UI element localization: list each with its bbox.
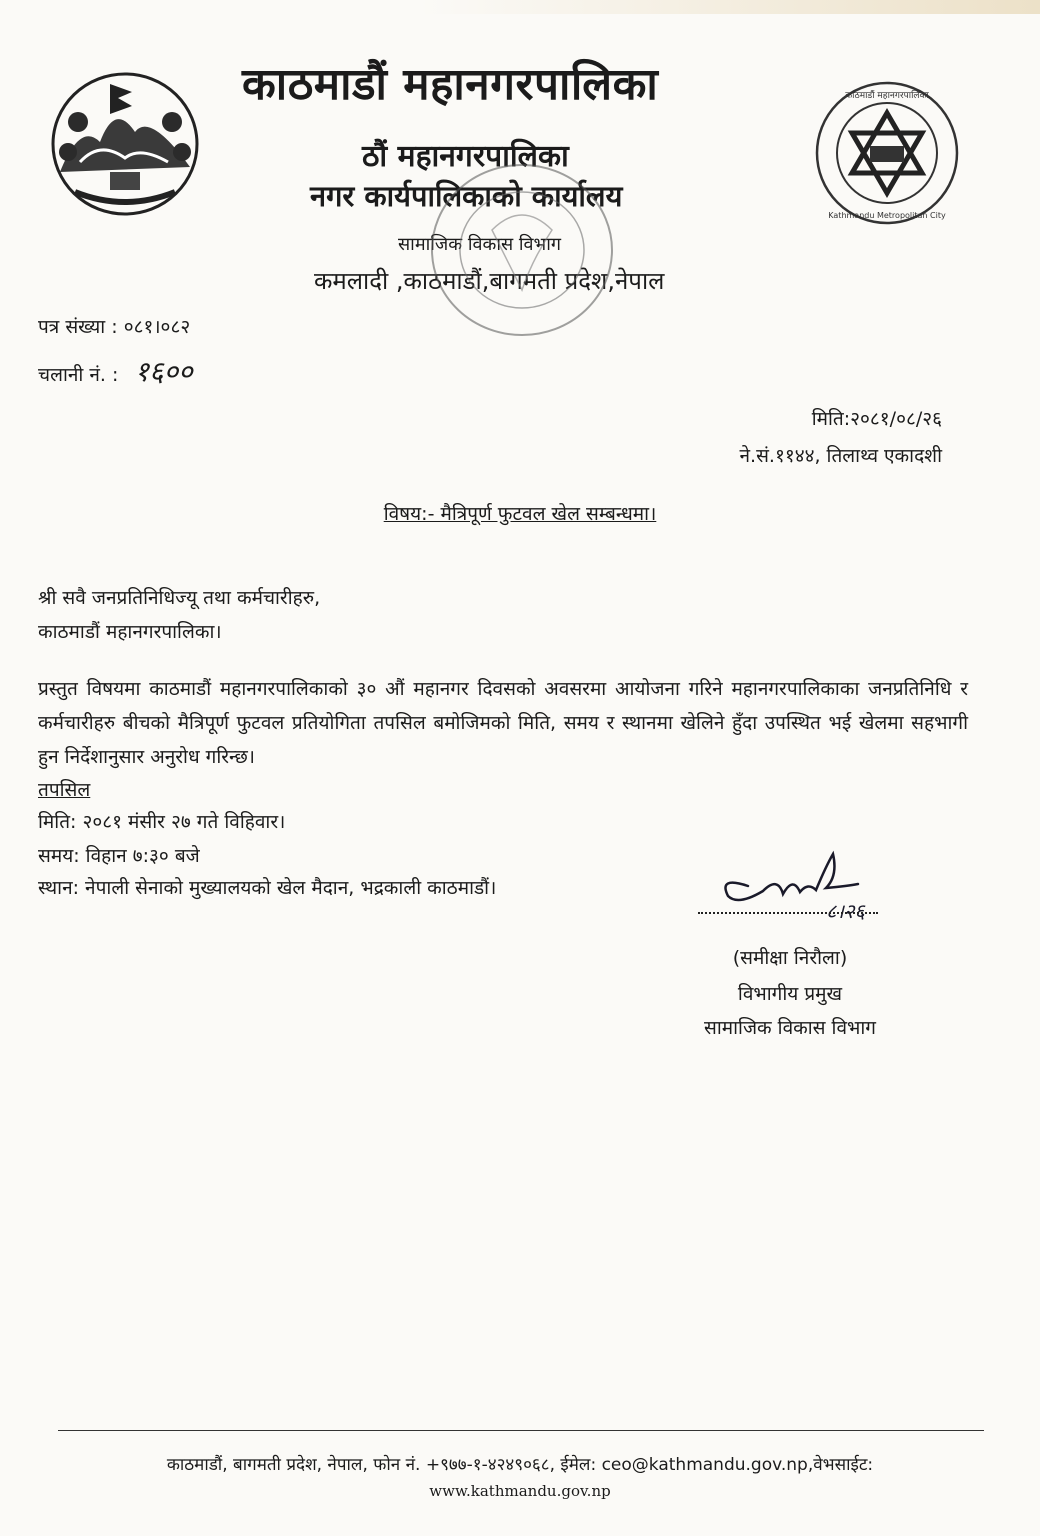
signature-date: ८।२६ [826, 899, 865, 923]
footer-divider [58, 1430, 984, 1431]
signatory-designation: विभागीय प्रमुख [737, 983, 843, 1005]
date-bs: मिति:२०८१/०८/२६ [811, 408, 942, 430]
chalani-value: १६०० [134, 355, 193, 388]
chalani-number [38, 352, 193, 390]
body-paragraph: प्रस्तुत विषयमा काठमाडौं महानगरपालिकाको ३० औं महानगर दिवसको अवसरमा आयोजना गरिने महानगरपालिकाका जनप्रतिनिधि र कर्मचारीहरु बीचको मैत्रिपूर्ण फुटवल प्रतियोगिता तपसिल बमोजिमको मिति, समय र स्थानमा खेलिने हुँदा उपस्थित भई खेलमा सहभागी हुन निर्देशानुसार अनुरोध गरिन्छ। [38, 678, 968, 768]
details-date: मिति: २०८१ मंसीर २७ गते विहिवार। [38, 811, 286, 833]
details-heading: तपसिल [38, 779, 91, 801]
subject-line [0, 500, 1040, 526]
letterhead-department: सामाजिक विकास विभाग [398, 234, 561, 255]
date-nepal-sambat: ने.सं.११४४, तिलाथ्व एकादशी [739, 445, 942, 467]
department-round-stamp-icon [412, 150, 632, 350]
chalani-label: चलानी नं. : [38, 364, 119, 386]
addressee-line2: काठमाडौं महानगरपालिका। [38, 621, 222, 643]
footer-website: www.kathmandu.gov.np [429, 1482, 611, 1500]
subject-text: विषय:- मैत्रिपूर्ण फुटवल खेल सम्बन्धमा। [383, 503, 657, 525]
patra-label: पत्र संख्या : [38, 316, 118, 338]
paper-edge [420, 0, 1040, 14]
signatory-name: (समीक्षा निरौला) [732, 947, 848, 969]
letterhead-office-line1: ठौं महानगरपालिका [362, 139, 569, 174]
svg-text:Kathmandu Metropolitan City: Kathmandu Metropolitan City [828, 211, 946, 220]
signature-dotted-line [698, 912, 878, 914]
patra-sankhya [38, 313, 190, 339]
footer-contact: काठमाडौं, बागमती प्रदेश, नेपाल, फोन नं. +९७७-१-४२४९०६८, ईमेल: ceo@kathmandu.gov.np,वेभसाईट: [166, 1455, 874, 1475]
nepal-coat-of-arms-icon [40, 62, 210, 222]
signatory-department: सामाजिक विकास विभाग [703, 1017, 877, 1039]
letterhead-address: कमलादी ,काठमाडौं,बागमती प्रदेश,नेपाल [314, 267, 665, 295]
svg-text:काठमाडौं महानगरपालिका: काठमाडौं महानगरपालिका [845, 91, 929, 101]
details-time: समय: विहान ७:३० बजे [38, 845, 200, 867]
letterhead-title: काठमाडौं महानगरपालिका [242, 59, 659, 110]
addressee-line1: श्री सवै जनप्रतिनिधिज्यू तथा कर्मचारीहरु, [38, 587, 321, 609]
kathmandu-metropolitan-city-logo-icon [812, 78, 962, 228]
handwritten-signature [708, 846, 898, 926]
patra-value: ०८१।०८२ [123, 316, 191, 338]
letterhead-office-line2: नगर कार्यपालिकाको कार्यालय [310, 179, 623, 213]
details-place: स्थान: नेपाली सेनाको मुख्यालयको खेल मैदान, भद्रकाली काठमाडौं। [38, 877, 497, 899]
